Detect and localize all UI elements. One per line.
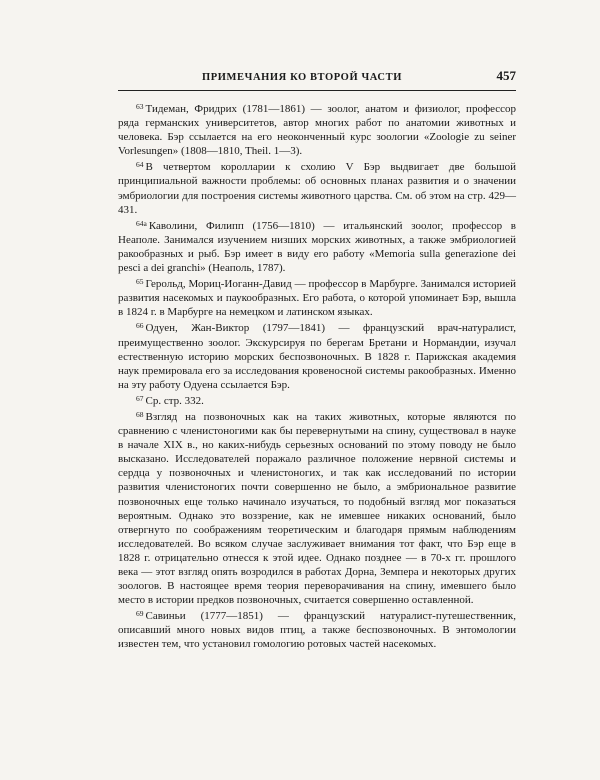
note-66 [118,319,516,391]
note-text: Савиньи (1777—1851) — французский натуралист-путешественник, описавший много новых видов птиц, а также беспозвоночных. В энтомологии известен тем, что установил гомологию ротовых частей насекомых. [118,610,516,651]
header-title: ПРИМЕЧАНИЯ КО ВТОРОЙ ЧАСТИ [202,72,402,83]
note-number: 63 [136,102,144,111]
page-number: 457 [496,68,516,83]
note-number: 64а [136,218,147,228]
note-text: Ср. стр. 332. [145,394,204,407]
note-number: 68 [136,409,144,419]
note-text: Взгляд на позвоночных как на таких животных, которые являются по сравнению с членистоногими как бы перевернутыми на спину, существовал в науке в начале XIX в., но каких-нибудь серьезных оснований по этому поводу не было высказано. Исследователей поражало различное положение нервной системы и сердца у позвоночных и членистоногих, и так как исследований по истории развития членистоногих почти совершенно не было, а эмбриональное развитие позвоночных еще только начинало изучаться, то подобный взгляд мог показаться вероятным. Однако это воззрение, как не имевшее никаких оснований, было отвергнуто по соображениям теоретическим и благодаря прямым наблюдениям исследователей. Во всяком случае заслуживает внимания тот факт, что Бэр еще в 1828 г. отрицательно отнесся к этой идее. Однако позднее — в 70-х гг. прошлого века — этот взгляд опять возродился в работах Дорна, Земпера и некоторых других зоологов. В настоящее время теория переворачивания на спину, имевшего было место в истории предков позвоночных, считается совершенно оставленной. [118,410,516,607]
note-67 [118,392,516,408]
note-68 [118,408,516,607]
note-text: Герольд, Мориц-Иоганн-Давид — профессор в Марбурге. Занимался историей развития насекомых и паукообразных. Его работа, о которой упоминает Бэр, вышла в 1824 г. в Марбурге на немецком и латинском языках. [118,278,516,319]
note-65 [118,275,516,319]
note-number: 69 [136,609,144,619]
running-header [118,68,516,91]
note-text: Тидеман, Фридрих (1781—1861) — зоолог, анатом и физиолог, профессор ряда германских университетов, автор многих работ по анатомии животных и человека. Бэр ссылается на его неоконченный курс зоологии «Zoologie zu seiner Vorlesungen» (1808—1810, Theil. 1—3). [118,103,516,158]
note-number: 66 [136,321,144,331]
note-63 [118,100,516,158]
notes-section [118,100,516,652]
note-text: В четвертом королларии к схолию V Бэр выдвигает две большой принципиальной важности проблемы: об основных планах развития и о значении эмбриологии для построения системы животного царства. См. об этом на стр. 429—431. [118,161,516,216]
note-64a [118,217,516,275]
note-69 [118,607,516,651]
note-64 [118,158,516,216]
note-number: 67 [136,393,144,403]
note-text: Одуен, Жан-Виктор (1797—1841) — французский врач-натуралист, преимущественно зоолог. Экскурсируя по берегам Бретани и Нормандии, изучал естественную историю морских беспозвоночных. В 1828 г. Парижская академия наук премировала его за исследования кровеносной системы ракообразных. Именно на эту работу Одуена ссылается Бэр. [118,322,516,391]
note-number: 64 [136,160,144,170]
note-number: 65 [136,277,144,287]
note-text: Каволини, Филипп (1756—1810) — итальянский зоолог, профессор в Неаполе. Занимался изучением низших морских животных, а также эмбриологией ракообразных и рыб. Бэр имеет в виду его работу «Memoria sulla generazione dei pesci a dei granchi» (Неаполь, 1787). [118,219,516,275]
